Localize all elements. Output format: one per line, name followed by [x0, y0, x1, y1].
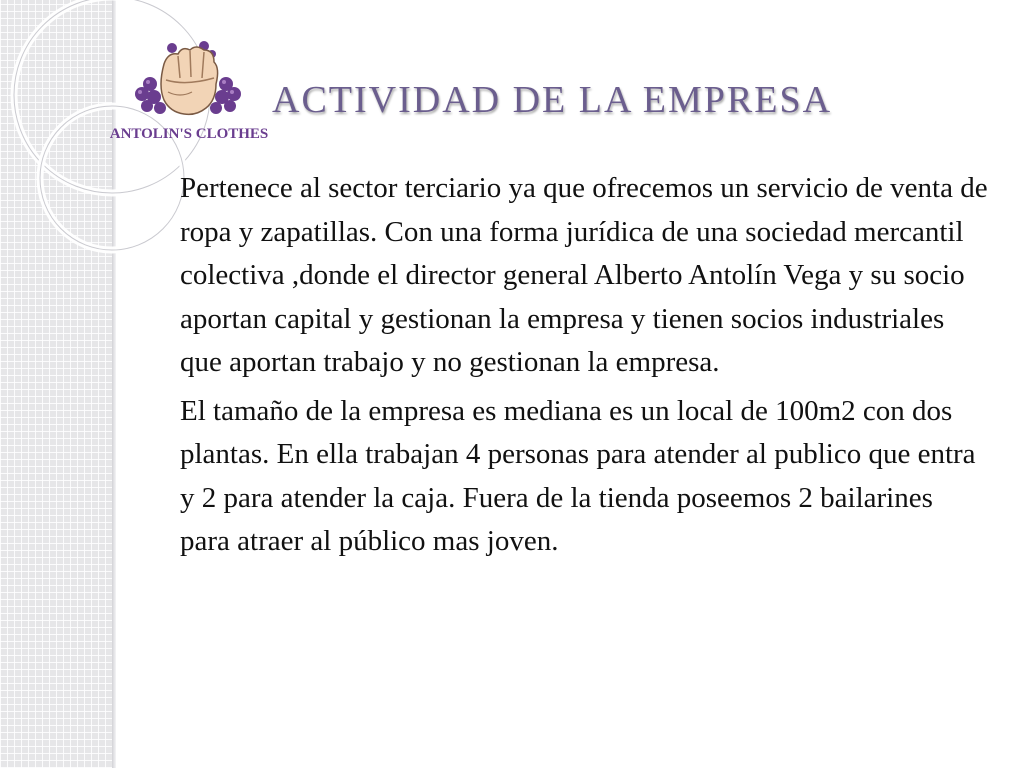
slide-body: [180, 167, 990, 569]
paragraph-company-size: El tamaño de la empresa es mediana es un local de 100m2 con dos plantas. En ella trabajan 4 personas para atender al publico que entra y 2 para atender la caja. Fuera de la tienda poseemos 2 bailarines para atraer al público mas joven.: [180, 394, 976, 557]
fist-logo-icon: [109, 34, 269, 152]
logo-wordmark: ANTOLIN'S CLOTHES: [109, 126, 269, 142]
slide-title: ACTIVIDAD DE LA EMPRESA: [272, 79, 833, 121]
paragraph-activity: Pertenece al sector terciario ya que ofrecemos un servicio de venta de ropa y zapatillas. Con una forma jurídica de una sociedad mercantil colectiva ,donde el director general Alberto Antolín Vega y su socio aportan capital y gestionan la empresa y tienen socios industriales que aportan trabajo y no gestionan la empresa.: [180, 172, 988, 378]
company-logo: [109, 34, 269, 152]
